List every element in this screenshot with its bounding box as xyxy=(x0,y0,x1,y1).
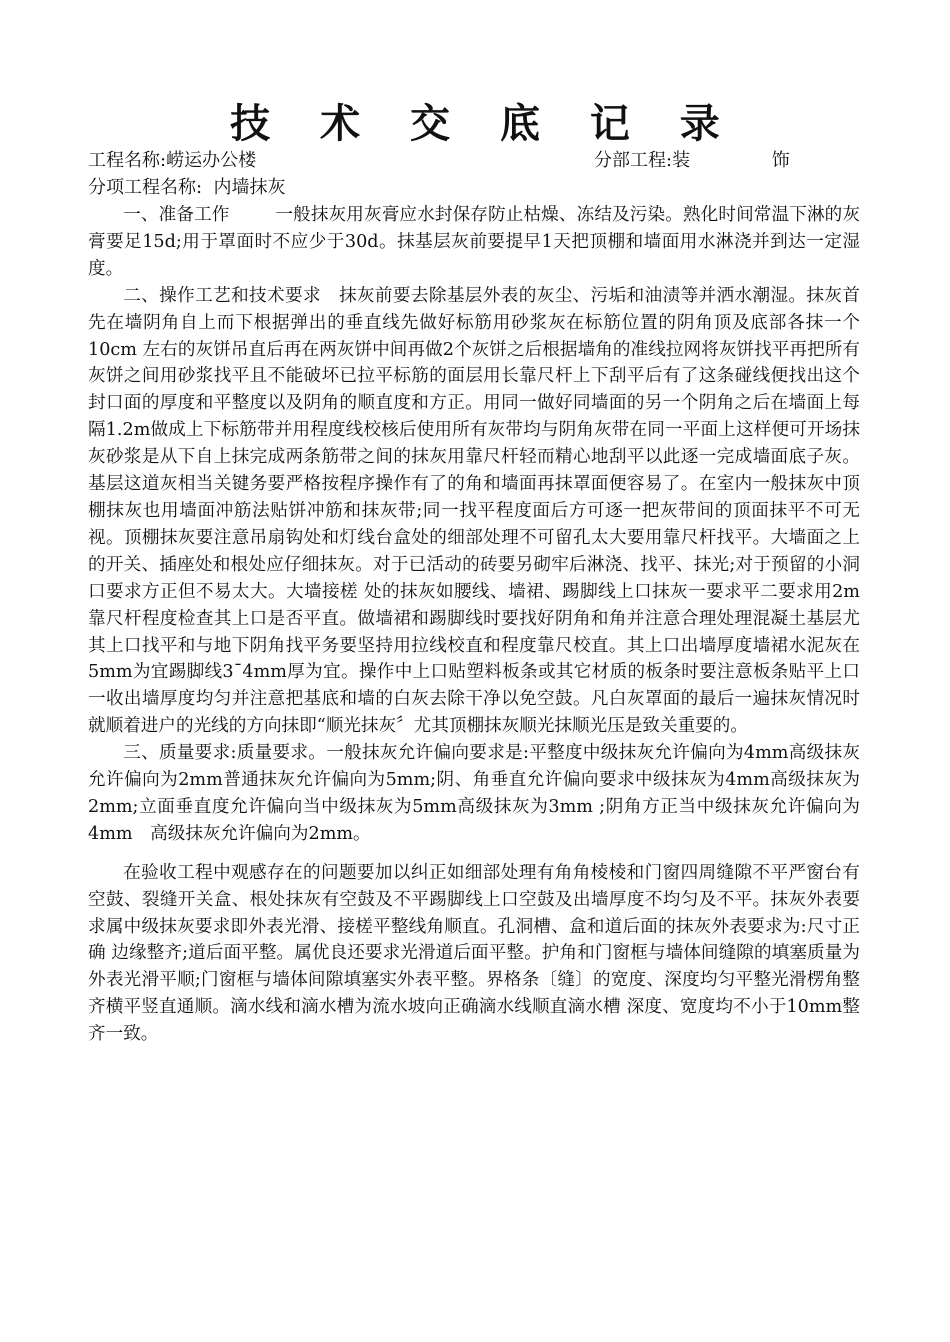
preparation-heading: 一、准备工作 xyxy=(123,205,230,225)
process-heading: 二、操作工艺和技术要求 xyxy=(123,285,321,306)
division-label: 分部工程: xyxy=(594,150,673,171)
section-process xyxy=(88,283,860,740)
division-value: 装 饰 xyxy=(672,150,828,171)
item-name-value: 内墙抹灰 xyxy=(213,177,286,198)
acceptance-text: 在验收工程中观感存在的问题要加以纠正如细部处理有角角棱棱和门窗四周缝隙不平严窗台有空鼓、裂缝开关盒、根处抹灰有空鼓及不平踢脚线上口空鼓及出墙厚度不均匀及不平。抹灰外表要求属中级抹灰要求即外表光滑、接槎平整线角顺直。孔洞槽、盒和道后面的抹灰外表要求为:尺寸正确 边缘整齐;道后面平整。属优良还要求光滑道后面平整。护角和门窗框与墙体间缝隙的填塞质量为外表光滑平顺;门窗框与墙体间隙填塞实外表平整。界格条〔缝〕的宽度、深度均匀平整光滑楞角整齐横平竖直通顺。滴水线和滴水槽为流水坡向正确滴水线顺直滴水槽 深度、宽度均不小于10mm整齐一致。 xyxy=(88,862,860,1045)
document-title: 技 术 交 底 记 录 xyxy=(230,100,738,147)
item-name-label: 分项工程名称: xyxy=(88,177,203,198)
division-row xyxy=(594,148,828,174)
process-text: 抹灰前要去除基层外表的灰尘、污垢和油渍等并洒水潮湿。抹灰首先在墙阴角自上而下根据弹出的垂直线先做好标筋用砂浆灰在标筋位置的阴角顶及底部各抹一个10cm 左右的灰饼吊直后再在两灰饼中间再做2个灰饼之后根据墙角的准线拉网将灰饼找平再把所有灰饼之间用砂浆找平且不能破坏已拉平标筋的面层用长靠尺杆上下刮平后有了这条碰线便找出这个封口面的厚度和平整度以及阴角的顺直度和方正。用同一做好同墙面的另一个阴角之后在墙面上每隔1.2m做成上下标筋带并用程度线校核后使用所有灰带均与阴角灰带在同一平面上这样便可开场抹灰砂浆是从下自上抹完成两条筋带之间的抹灰用靠尺杆轻而精心地刮平以此逐一完成墙面底子灰。基层这道灰相当关键务要严格按程序操作有了的角和墙面再抹罩面便容易了。在室内一般抹灰中顶棚抹灰也用墙面冲筋法贴饼冲筋和抹灰带;同一找平程度面后方可逐一把灰带间的顶面抹平不可无视。顶棚抹灰要注意吊扇钩处和灯线台盒处的细部处理不可留孔太大要用靠尺杆找平。大墙面之上的开关、插座处和根处应仔细抹灰。对于已活动的砖要另砌牢后淋浇、找平、抹光;对于预留的小洞口要求方正但不易太大。大墙接槎 处的抹灰如腰线、墙裙、踢脚线上口抹灰一要求平二要求用2m靠尺杆程度检查其上口是否平直。做墙裙和踢脚线时要找好阴角和角并注意合理处理混凝土基层尤其上口找平和与地下阴角找平务要坚持用拉线校直和程度靠尺校直。其上口出墙厚度墙裙水泥灰在5mm为宜踢脚线3¯4mm厚为宜。操作中上口贴塑料板条或其它材质的板条时要注意板条贴平上口一收出墙厚度均匀并注意把基底和墙的白灰去除干净以免空鼓。凡白灰罩面的最后一遍抹灰情况时就顺着进户的光线的方向抹即“顺光抹灰〞尤其顶棚抹灰顺光抹顺光压是致关重要的。 xyxy=(88,285,860,737)
project-name-row xyxy=(88,148,256,174)
preparation-text: 一般抹灰用灰膏应水封保存防止枯燥、冻结及污染。熟化时间常温下淋的灰膏要足15d;用于罩面时不应少于30d。抹基层灰前要提早1天把顶棚和墙面用水淋浇并到达一定湿度。 xyxy=(88,205,860,279)
quality-text: 三、质量要求:质量要求。一般抹灰允许偏向要求是:平整度中级抹灰允许偏向为4mm高级抹灰允许偏向为2mm普通抹灰允许偏向为5mm;阴、角垂直允许偏向要求中级抹灰为4mm高级抹灰为2mm;立面垂直度允许偏向当中级抹灰为5mm高级抹灰为3mm ;阴角方正当中级抹灰允许偏向为4mm 高级抹灰允许偏向为2mm。 xyxy=(88,743,860,844)
item-name-row xyxy=(88,175,286,201)
section-acceptance xyxy=(88,860,860,1048)
section-quality xyxy=(88,740,860,848)
section-preparation xyxy=(88,202,860,283)
project-name-label: 工程名称: xyxy=(88,150,167,171)
project-name-value: 崂运办公楼 xyxy=(166,150,257,171)
document-body xyxy=(88,202,860,1048)
